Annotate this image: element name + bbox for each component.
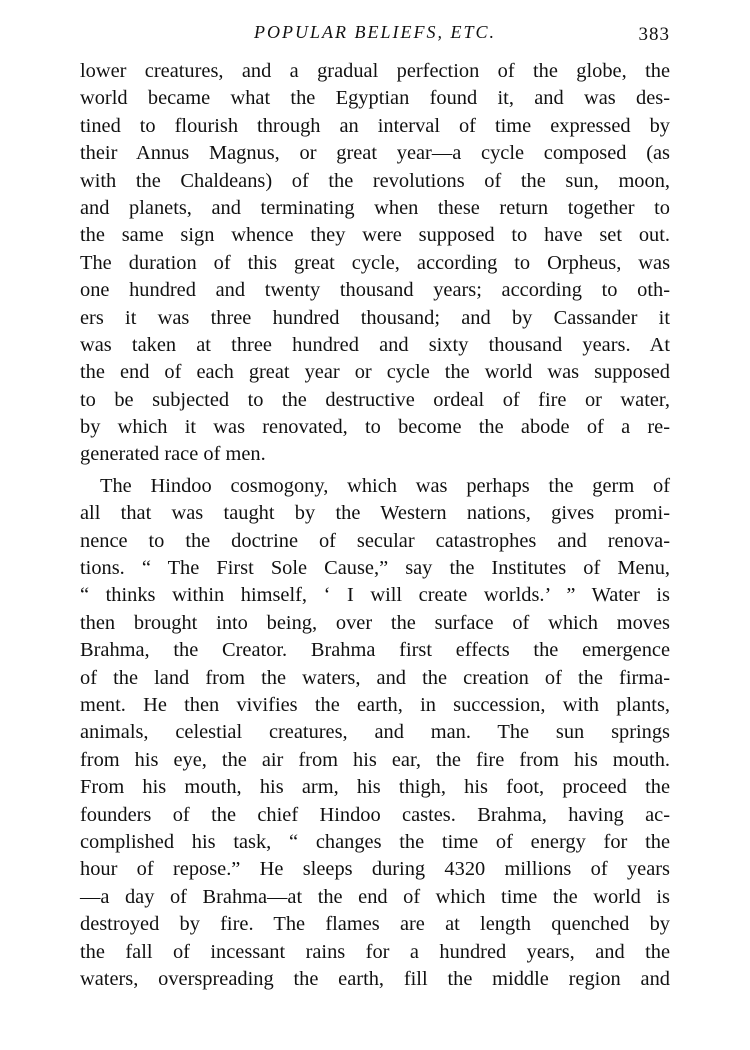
text-line: the same sign whence they were supposed to have set out. (80, 224, 670, 247)
text-line: and planets, and terminating when these return together to (80, 196, 670, 219)
text-line: hour of repose.” He sleeps during 4320 millions of years (80, 858, 670, 881)
text-line: world became what the Egyptian found it, and was des- (80, 87, 670, 110)
text-line: of the land from the waters, and the creation of the firma- (80, 666, 670, 689)
text-line: tined to flourish through an interval of time expressed by (80, 114, 670, 137)
text-line: lower creatures, and a gradual perfection of the globe, the (80, 60, 670, 82)
text-line: tions. “ The First Sole Cause,” say the Institutes of Menu, (80, 557, 670, 580)
text-line: all that was taught by the Western nations, gives promi- (80, 502, 670, 525)
text-line: the end of each great year or cycle the world was supposed (80, 361, 670, 384)
text-line: by which it was renovated, to become the abode of a re- (80, 416, 670, 439)
text-line: destroyed by fire. The flames are at length quenched by (80, 913, 670, 936)
running-header (80, 20, 670, 50)
body-text (80, 58, 670, 993)
text-line: Brahma, the Creator. Brahma first effects the emergence (80, 639, 670, 662)
text-line: ment. He then vivifies the earth, in succession, with plants, (80, 693, 670, 716)
text-line: from his eye, the air from his ear, the fire from his mouth. (80, 748, 670, 771)
text-line: the fall of incessant rains for a hundred years, and the (80, 940, 670, 963)
text-line: animals, celestial creatures, and man. The sun springs (80, 721, 670, 744)
text-line: ers it was three hundred thousand; and by Cassander it (80, 306, 670, 329)
text-line: The duration of this great cycle, according to Orpheus, was (80, 251, 670, 274)
text-line: From his mouth, his arm, his thigh, his foot, proceed the (80, 776, 670, 799)
text-line: complished his task, “ changes the time of energy for the (80, 830, 670, 853)
text-line: waters, overspreading the earth, fill the middle region and (80, 967, 670, 990)
text-line: The Hindoo cosmogony, which was perhaps the germ of (100, 474, 670, 497)
paragraph-1 (80, 58, 670, 469)
page-number: 383 (638, 24, 670, 45)
running-title: POPULAR BELIEFS, ETC. (254, 22, 496, 42)
paragraph-2 (80, 473, 670, 993)
text-line: was taken at three hundred and sixty thousand years. At (80, 333, 670, 356)
text-line: “ thinks within himself, ‘ I will create worlds.’ ” Water is (80, 584, 670, 607)
text-line: their Annus Magnus, or great year—a cycle composed (as (80, 142, 670, 165)
text-line: to be subjected to the destructive ordeal of fire or water, (80, 388, 670, 411)
text-line: then brought into being, over the surface of which moves (80, 611, 670, 634)
text-line: with the Chaldeans) of the revolutions of the sun, moon, (80, 169, 670, 192)
text-line: nence to the doctrine of secular catastrophes and renova- (80, 529, 670, 552)
text-line: founders of the chief Hindoo castes. Brahma, having ac- (80, 803, 670, 826)
text-line: one hundred and twenty thousand years; according to oth- (80, 279, 670, 302)
text-line: —a day of Brahma—at the end of which time the world is (80, 885, 670, 908)
text-line: generated race of men. (80, 443, 266, 466)
